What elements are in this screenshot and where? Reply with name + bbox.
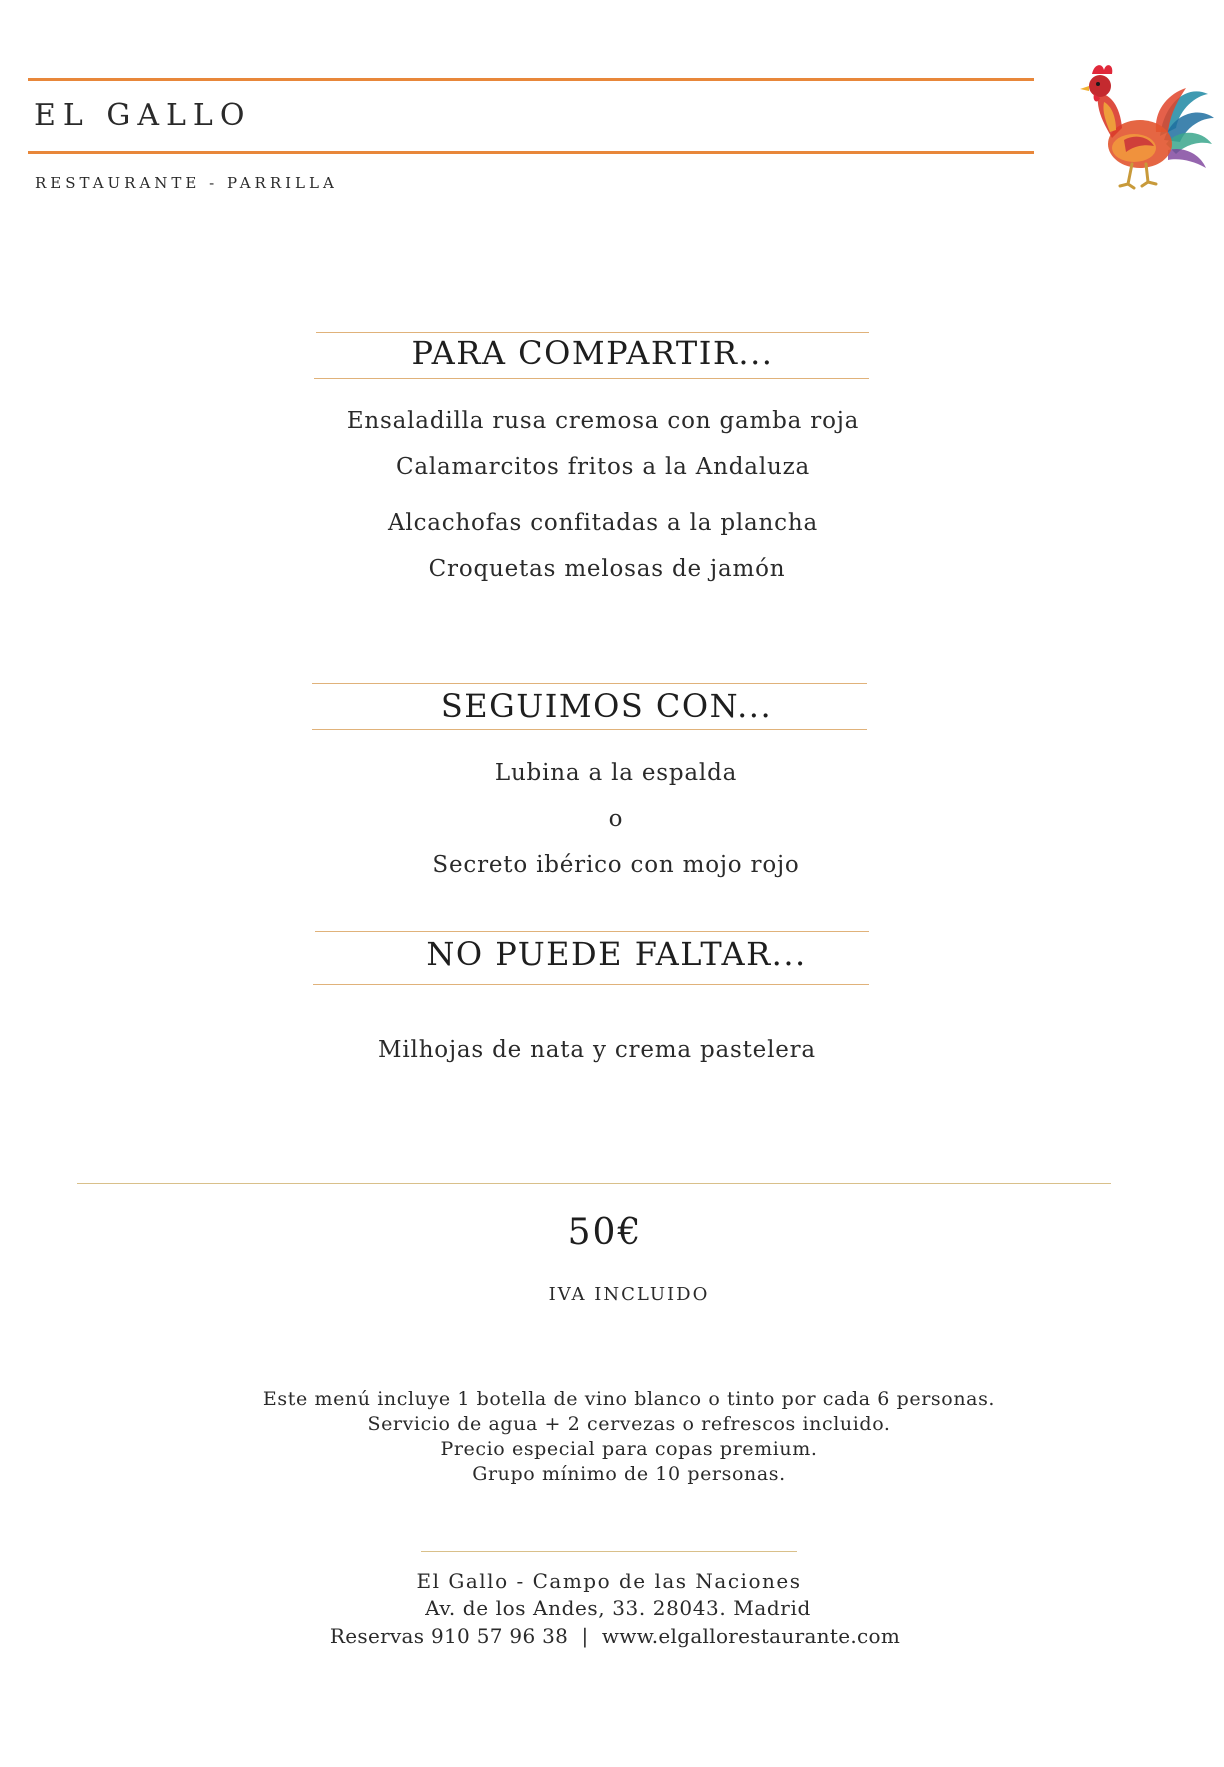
header-top-rule — [28, 78, 1034, 81]
menu-price: 50€ — [567, 1212, 643, 1253]
footer-address: Av. de los Andes, 33. 28043. Madrid — [425, 1596, 811, 1620]
menu-note: Grupo mínimo de 10 personas. — [472, 1463, 786, 1485]
menu-note: Precio especial para copas premium. — [440, 1438, 818, 1460]
menu-note: Servicio de agua + 2 cervezas o refrescos incluido. — [367, 1413, 891, 1435]
section-2-top-rule — [312, 683, 867, 684]
brand-name: EL GALLO — [34, 98, 252, 133]
section-2-bottom-rule — [312, 729, 867, 730]
section-1-top-rule — [316, 332, 869, 333]
header-bottom-rule — [28, 151, 1034, 154]
section-1-bottom-rule — [314, 378, 869, 379]
tax-note: IVA INCLUIDO — [548, 1284, 710, 1305]
menu-item: Croquetas melosas de jamón — [428, 556, 786, 582]
footer-location: El Gallo - Campo de las Naciones — [416, 1569, 802, 1593]
section-title-seguimos-con: SEGUIMOS CON... — [440, 687, 773, 725]
menu-item: Lubina a la espalda — [494, 760, 738, 786]
price-divider — [77, 1183, 1111, 1184]
section-title-para-compartir: PARA COMPARTIR... — [411, 334, 774, 372]
menu-item-separator: o — [608, 806, 624, 832]
menu-item: Alcachofas confitadas a la plancha — [388, 510, 818, 536]
footer-reservations: Reservas 910 57 96 38 | www.elgallorestaurante.com — [329, 1624, 901, 1648]
menu-item: Calamarcitos fritos a la Andaluza — [395, 454, 811, 480]
rooster-icon — [1068, 44, 1218, 194]
footer-divider — [421, 1551, 797, 1552]
menu-item: Milhojas de nata y crema pastelera — [378, 1037, 816, 1063]
section-title-no-puede-faltar: NO PUEDE FALTAR... — [426, 935, 807, 973]
menu-note: Este menú incluye 1 botella de vino blanco o tinto por cada 6 personas. — [262, 1388, 996, 1410]
menu-item: Secreto ibérico con mojo rojo — [432, 852, 800, 878]
brand-subtitle: RESTAURANTE - PARRILLA — [35, 174, 338, 192]
section-3-bottom-rule — [313, 984, 869, 985]
section-3-top-rule — [315, 931, 869, 932]
menu-item: Ensaladilla rusa cremosa con gamba roja — [346, 408, 860, 434]
